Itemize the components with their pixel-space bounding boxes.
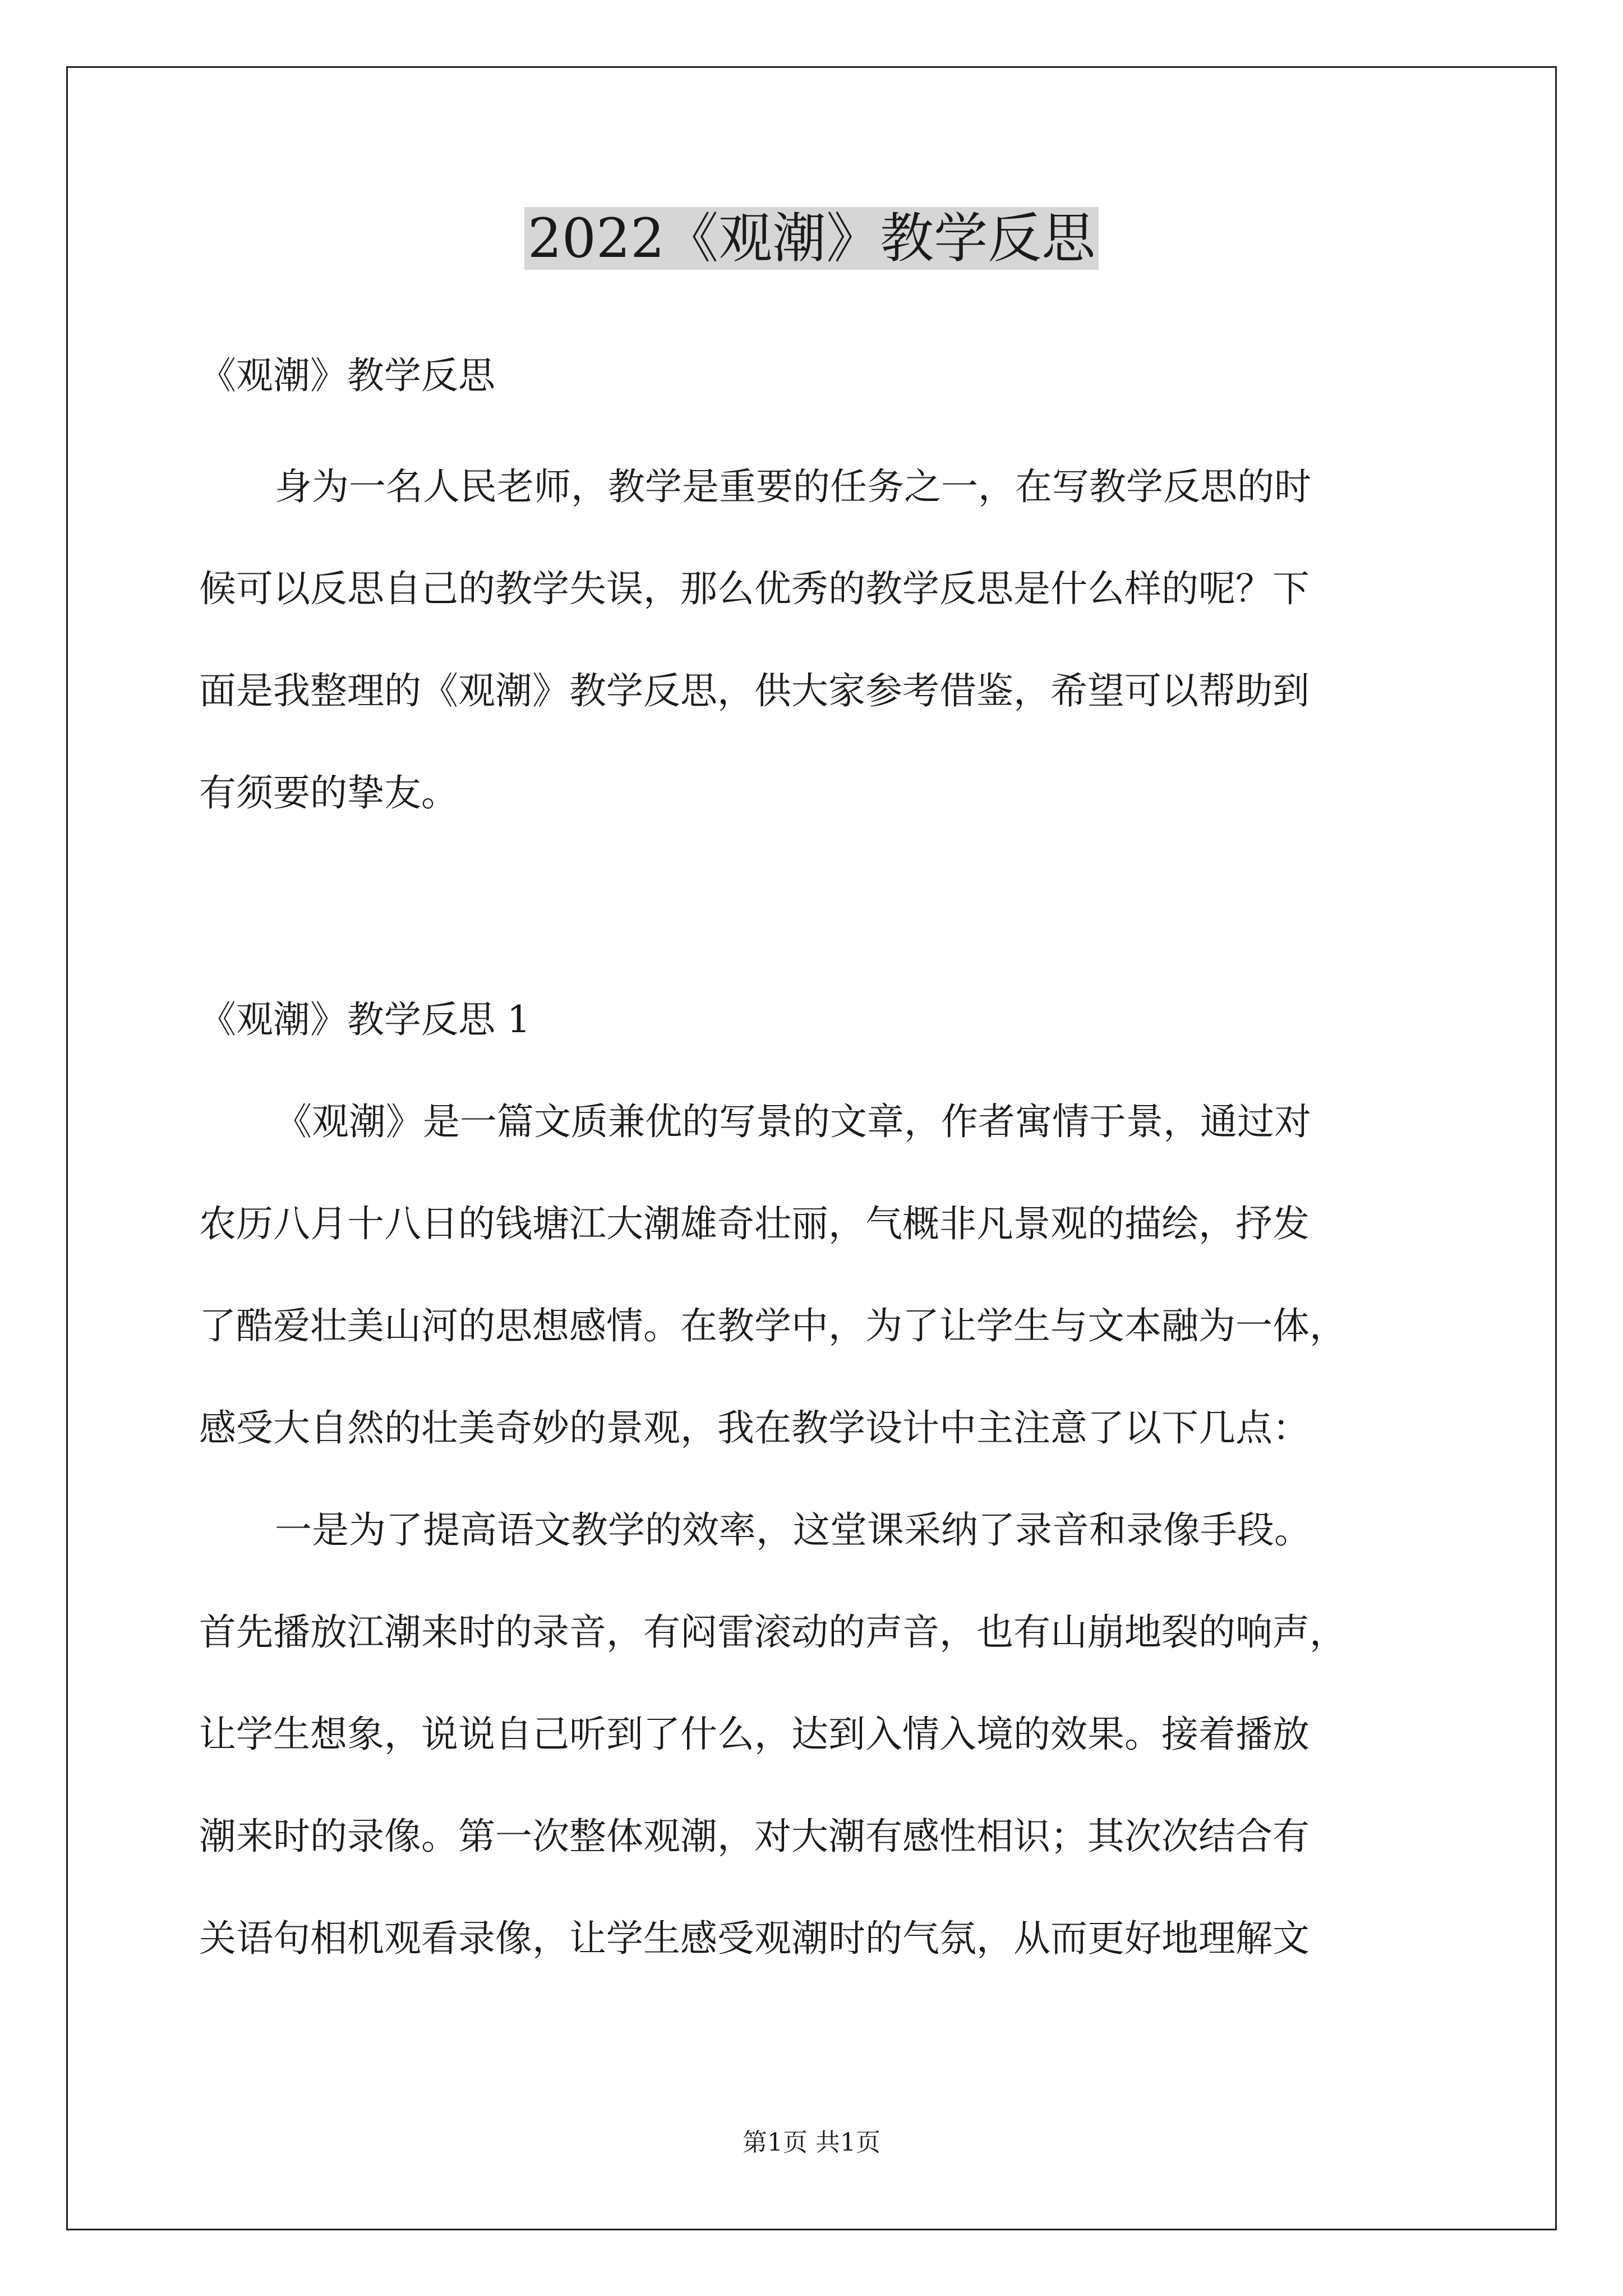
paragraph2-line-2: 首先播放江潮来时的录音，有闷雷滚动的声音，也有山崩地裂的响声， bbox=[199, 1611, 1347, 1654]
paragraph1-line-3: 了酷爱壮美山河的思想感情。在教学中，为了让学生与文本融为一体， bbox=[199, 1304, 1347, 1347]
intro-line-1: 身为一名人民老师，教学是重要的任务之一，在写教学反思的时 bbox=[275, 465, 1311, 508]
paragraph1-line-4: 感受大自然的壮美奇妙的景观，我在教学设计中主注意了以下几点： bbox=[199, 1406, 1310, 1450]
paragraph1-line-1: 《观潮》是一篇文质兼优的写景的文章，作者寓情于景，通过对 bbox=[275, 1100, 1311, 1143]
paragraph2-line-4: 潮来时的录像。第一次整体观潮，对大潮有感性相识；其次次结合有 bbox=[199, 1815, 1310, 1858]
document-title bbox=[0, 199, 1623, 278]
page-footer: 第1页 共1页 bbox=[743, 2128, 880, 2157]
paragraph2-line-1: 一是为了提高语文教学的效率，这堂课采纳了录音和录像手段。 bbox=[275, 1508, 1311, 1552]
paragraph2-line-5: 关语句相机观看录像，让学生感受观潮时的气氛，从而更好地理解文 bbox=[199, 1917, 1310, 1960]
intro-line-3: 面是我整理的《观潮》教学反思，供大家参考借鉴，希望可以帮助到 bbox=[199, 669, 1310, 712]
intro-line-4: 有须要的挚友。 bbox=[199, 771, 458, 815]
document-subtitle: 《观潮》教学反思 bbox=[199, 354, 495, 397]
paragraph1-line-2: 农历八月十八日的钱塘江大潮雄奇壮丽，气概非凡景观的描绘，抒发 bbox=[199, 1202, 1310, 1245]
paragraph2-line-3: 让学生想象，说说自己听到了什么，达到入情入境的效果。接着播放 bbox=[199, 1713, 1310, 1756]
section-heading: 《观潮》教学反思 1 bbox=[199, 998, 531, 1041]
document-title-text: 2022《观潮》教学反思 bbox=[524, 207, 1099, 270]
intro-line-2: 候可以反思自己的教学失误，那么优秀的教学反思是什么样的呢？下 bbox=[199, 567, 1310, 610]
